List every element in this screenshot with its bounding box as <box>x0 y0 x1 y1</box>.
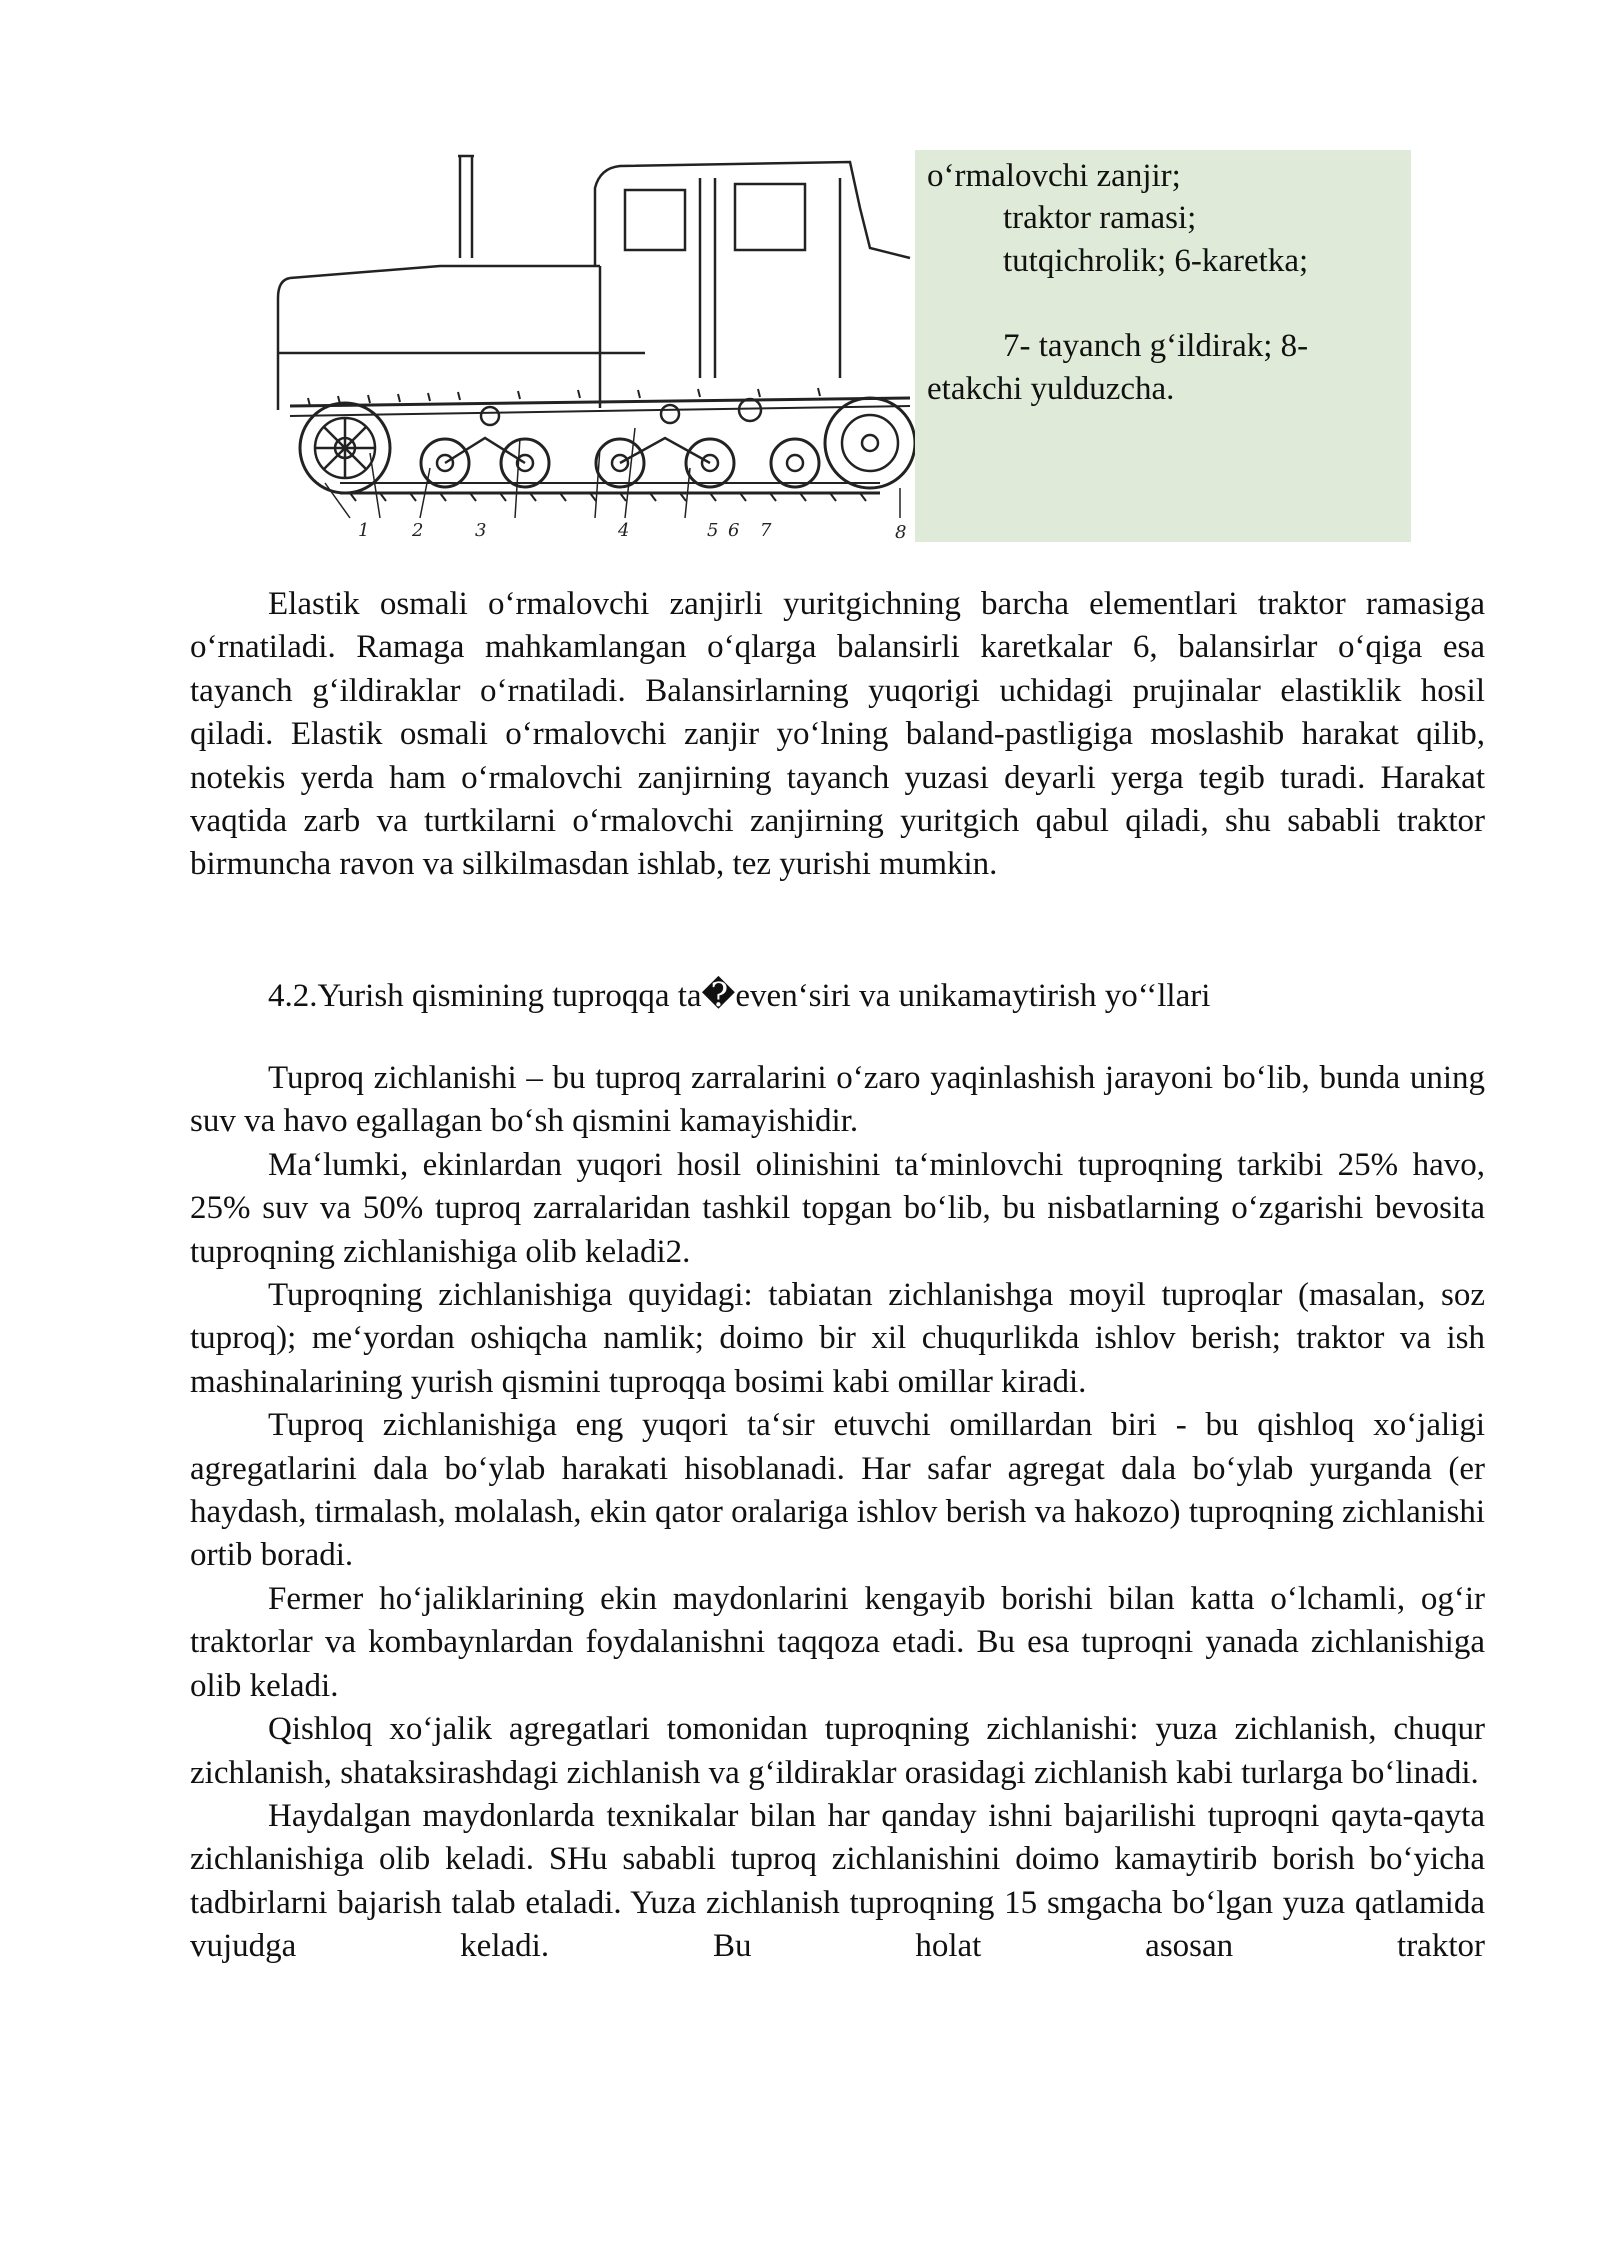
figure-label-3: 3 <box>475 520 487 541</box>
paragraph: Haydalgan maydonlarda texnikalar bilan har qanday ishni bajarilishi tuproqni qayta-qayta zichlanishiga olib keladi. SHu sababli tuproq zichlanishini doimo kamaytirib borish bo‘yicha tadbirlarni bajarish talab etaladi. Yuza zichlanish tuproqning 15 smgacha bo‘lgan yuza qatlamida vujudga keladi. Bu holat asosan traktor <box>190 1797 1485 1965</box>
body-text-main <box>190 1057 1485 1969</box>
figure-label-4: 4 <box>618 520 630 541</box>
section-heading: 4.2.Yurish qismining tuproqqa ta�even‘siri va unikamaytirish yo‘‘llari <box>268 978 1211 1014</box>
figure-label-2: 2 <box>412 520 424 541</box>
caption-line-4: 7- tayanch g‘ildirak; 8- <box>1003 328 1309 364</box>
figure-label-6: 6 <box>728 520 740 541</box>
figure-label-1: 1 <box>358 520 370 541</box>
figure <box>270 148 1410 543</box>
paragraph-tracked-suspension: Elastik osmali o‘rmalovchi zanjirli yuritgichning barcha elementlari traktor ramasiga o‘rnatiladi. Ramaga mahkamlangan o‘qlarga balansirli karetkalar 6, balansirlar o‘qiga esa tayanch g‘ildiraklar o‘rnatiladi. Balansirlarning yuqorigi uchidagi prujinalar elastiklik hosil qiladi. Elastik osmali o‘rmalovchi zanjir yo‘lning baland-pastligiga moslashib harakat qilib, notekis yerda ham o‘rmalovchi zanjirning tayanch yuzasi deyarli yerga tegib turadi. Harakat vaqtida zarb va turtkilarni o‘rmalovchi zanjirning yuritgich qabul qiladi, shu sababli traktor birmuncha ravon va silkilmasdan ishlab, tez yurishi mumkin. <box>190 586 1485 883</box>
crawler-tractor-drawing <box>270 148 920 543</box>
caption-line-3: tutqichrolik; 6-karetka; <box>1003 243 1309 279</box>
paragraph: Tuproq zichlanishiga eng yuqori ta‘sir etuvchi omillardan biri - bu qishloq xo‘jaligi agregatlarini dala bo‘ylab harakati hisoblanadi. Har safar agregat dala bo‘ylab yurganda (er haydash, tirmalash, molalash, ekin qator oralariga ishlov berish va hakozo) tuproqning zichlanishi ortib boradi. <box>190 1407 1485 1574</box>
figure-caption <box>915 150 1411 542</box>
caption-line-2: traktor ramasi; <box>1003 200 1197 236</box>
paragraph: Fermer ho‘jaliklarining ekin maydonlarini kengayib borishi bilan katta o‘lchamli, og‘ir traktorlar va kombaynlardan foydalanishni taqqoza etadi. Bu esa tuproqni yanada zichlanishiga olib keladi. <box>190 1580 1485 1704</box>
paragraph: Tuproq zichlanishi – bu tuproq zarralarini o‘zaro yaqinlashish jarayoni bo‘lib, bunda uning suv va havo egallagan bo‘sh qismini kamayishidir. <box>190 1060 1485 1140</box>
body-text-top <box>190 583 1485 887</box>
caption-line-1: o‘rmalovchi zanjir; <box>927 158 1181 194</box>
caption-line-5: etakchi yulduzcha. <box>927 371 1175 407</box>
paragraph: Tuproqning zichlanishiga quyidagi: tabiatan zichlanishga moyil tuproqlar (masalan, soz tuproq); me‘yordan oshiqcha namlik; doimo bir xil chuqurlikda ishlov berish; traktor va ish mashinalarining yurish qismini tuproqqa bosimi kabi omillar kiradi. <box>190 1277 1485 1400</box>
figure-label-8: 8 <box>895 522 907 543</box>
paragraph: Qishloq xo‘jalik agregatlari tomonidan tuproqning zichlanishi: yuza zichlanish, chuqur zichlanish, shataksirashdagi zichlanish va g‘ildiraklar orasidagi zichlanish kabi turlarga bo‘linadi. <box>190 1711 1485 1791</box>
figure-label-5: 5 <box>707 520 719 541</box>
figure-label-7: 7 <box>760 520 772 541</box>
paragraph: Ma‘lumki, ekinlardan yuqori hosil olinishini ta‘minlovchi tuproqning tarkibi 25% havo, 25% suv va 50% tuproq zarralaridan tashkil topgan bo‘lib, bu nisbatlarning o‘zgarishi bevosita tuproqning zichlanishiga olib keladi2. <box>190 1146 1485 1270</box>
